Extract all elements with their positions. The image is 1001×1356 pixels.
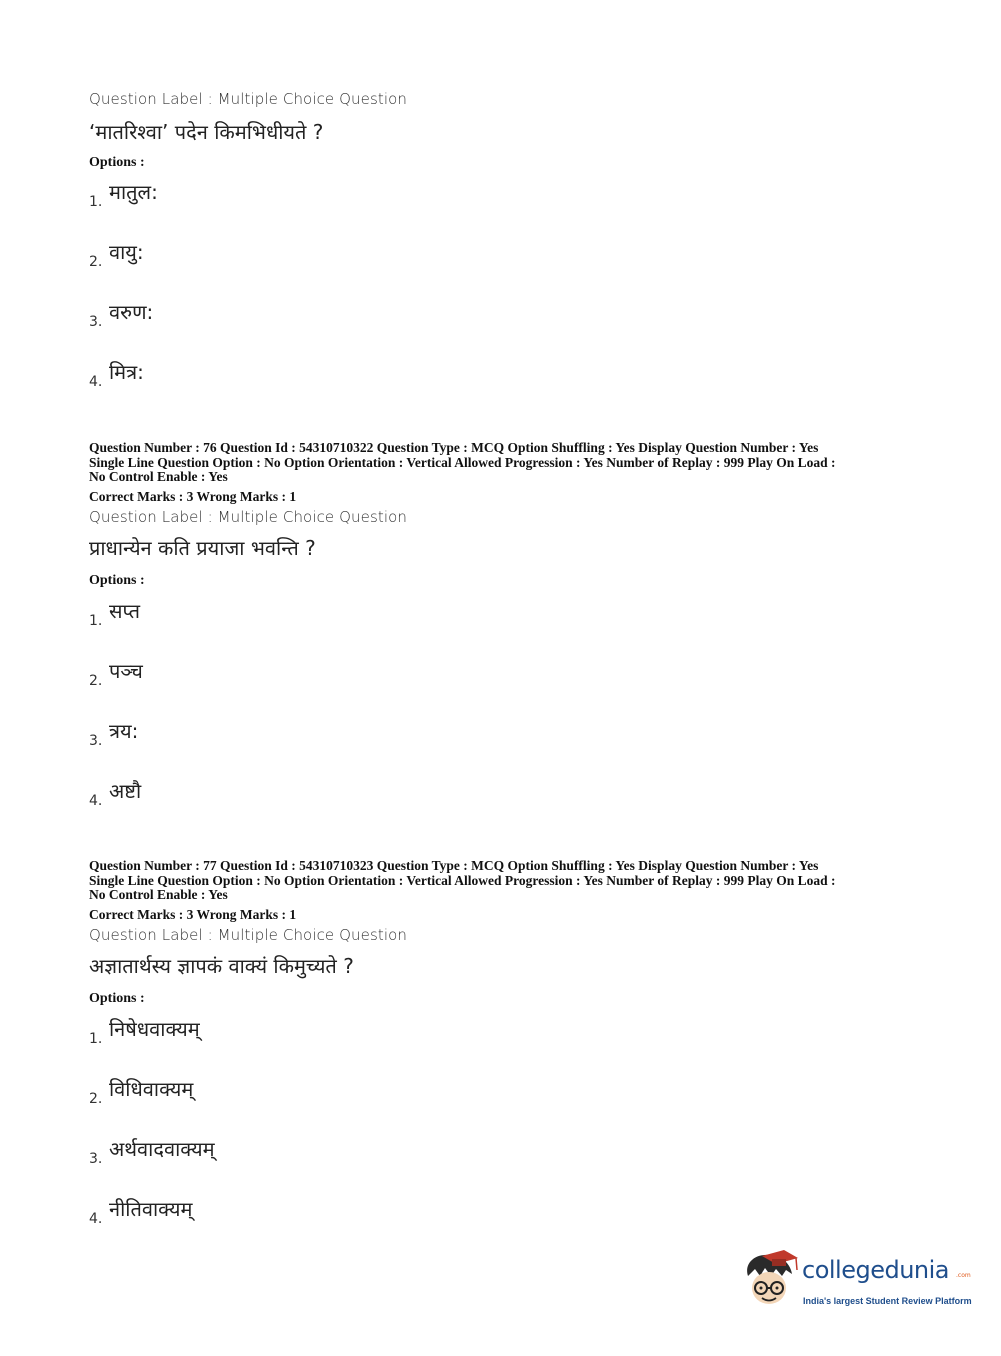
option-number: 3. (89, 1151, 103, 1167)
option-number: 4. (89, 374, 103, 390)
mascot-graduation-cap-icon (742, 1250, 800, 1312)
logo-wordmark: collegedunia (802, 1256, 950, 1284)
option-number: 3. (89, 314, 103, 330)
question-meta-line: Question Number : 76 Question Id : 54310710322 Question Type : MCQ Option Shuffling : Yes Display Question Number : Yes (89, 440, 819, 455)
question-marks: Correct Marks : 3 Wrong Marks : 1 (89, 489, 297, 504)
question-text: प्राधान्येन कति प्रयाजा भवन्ति ? (89, 536, 316, 560)
question-text: ‘मातरिश्वा’ पदेन किमभिधीयते ? (89, 120, 324, 144)
option-text: त्रय: (109, 719, 139, 743)
question-meta-line: Single Line Question Option : No Option Orientation : Vertical Allowed Progression : Yes Number of Replay : 999 Play On Load : (89, 454, 836, 470)
option-text: मातुल: (109, 180, 158, 204)
option-text: निषेधवाक्यम् (109, 1017, 200, 1041)
option-number: 4. (89, 1211, 103, 1227)
option-number: 2. (89, 673, 103, 689)
question-label: Question Label : Multiple Choice Question (89, 926, 408, 944)
option-text: सप्त (109, 599, 141, 623)
option-text: अर्थवादवाक्यम् (109, 1137, 215, 1161)
option-text: अष्टौ (109, 779, 142, 803)
question-meta-line: Question Number : 77 Question Id : 54310710323 Question Type : MCQ Option Shuffling : Yes Display Question Number : Yes (89, 858, 819, 873)
option-number: 1. (89, 613, 103, 629)
question-label: Question Label : Multiple Choice Question (89, 90, 408, 108)
option-number: 2. (89, 1091, 103, 1107)
question-marks: Correct Marks : 3 Wrong Marks : 1 (89, 907, 297, 922)
option-number: 1. (89, 194, 103, 210)
option-text: नीतिवाक्यम् (109, 1197, 193, 1221)
option-text: विधिवाक्यम् (109, 1077, 194, 1101)
option-text: पञ्च (109, 659, 143, 683)
option-text: वरुण: (109, 300, 154, 324)
question-meta-line: No Control Enable : Yes (89, 469, 228, 484)
question-meta-line: Single Line Question Option : No Option Orientation : Vertical Allowed Progression : Yes Number of Replay : 999 Play On Load : (89, 872, 836, 888)
options-heading: Options : (89, 991, 145, 1006)
option-text: वायु: (109, 240, 144, 264)
option-number: 3. (89, 733, 103, 749)
question-label: Question Label : Multiple Choice Question (89, 508, 408, 526)
logo-tagline: India's largest Student Review Platform (803, 1296, 972, 1306)
logo-dotcom: .com (956, 1272, 971, 1279)
option-text: मित्र: (109, 360, 144, 384)
option-number: 4. (89, 793, 103, 809)
options-heading: Options : (89, 155, 145, 170)
option-number: 1. (89, 1031, 103, 1047)
question-meta-line: No Control Enable : Yes (89, 887, 228, 902)
options-heading: Options : (89, 573, 145, 588)
question-text: अज्ञातार्थस्य ज्ञापकं वाक्यं किमुच्यते ? (89, 954, 354, 978)
question-meta (89, 859, 919, 903)
question-meta (89, 441, 919, 485)
collegedunia-logo[interactable] (742, 1250, 972, 1320)
option-number: 2. (89, 254, 103, 270)
